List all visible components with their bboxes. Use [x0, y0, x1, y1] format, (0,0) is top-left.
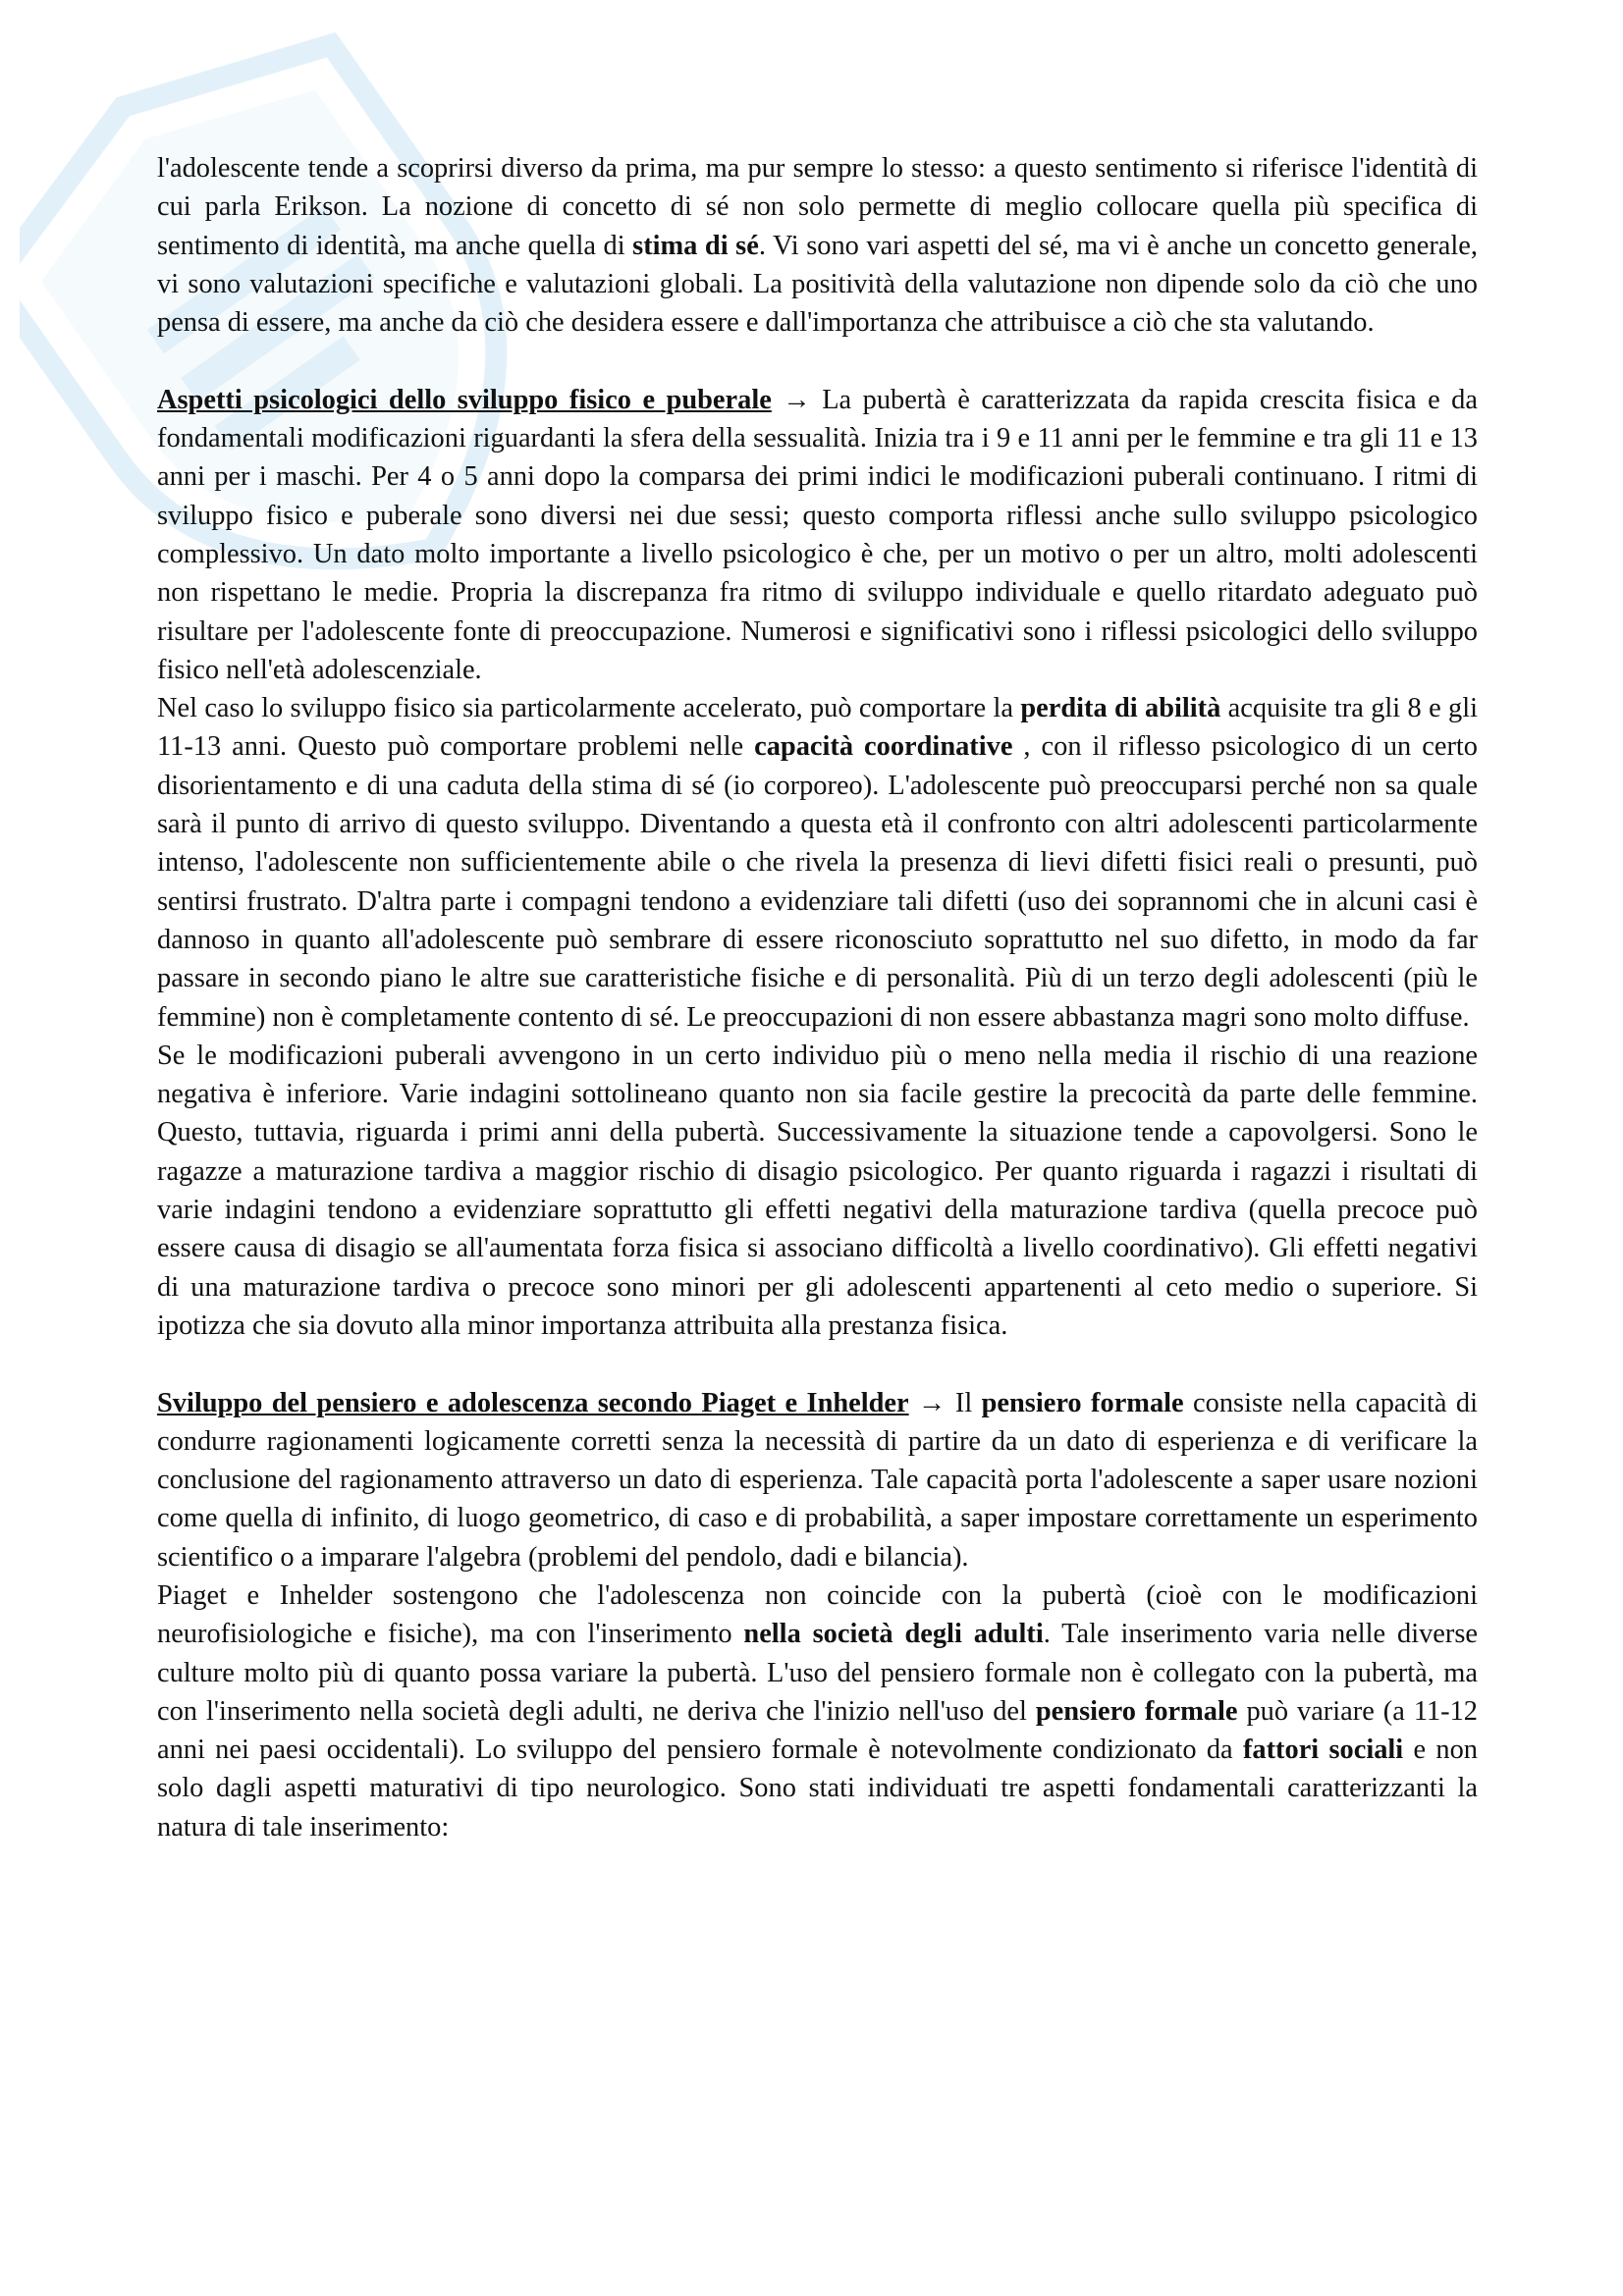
bold-term: stima di sé — [632, 230, 759, 261]
bold-term: perdita di abilità — [1020, 693, 1221, 724]
bold-term: pensiero formale — [981, 1387, 1184, 1418]
section-heading: Sviluppo del pensiero e adolescenza secondo Piaget e Inhelder — [157, 1387, 909, 1418]
document-body — [157, 149, 1478, 1846]
bold-term: fattori sociali — [1242, 1735, 1404, 1766]
bold-term: capacità coordinative — [754, 731, 1013, 763]
bold-term: nella società degli adulti — [743, 1619, 1044, 1650]
intro-paragraph: l'adolescente tende a scoprirsi diverso da prima, ma pur sempre lo stesso: a questo sentimento si riferisce l'identità di cui parla Erikson. La nozione di concetto di sé non solo permette di meglio collocare quella più specifica di sentimento di identità, ma anche quella di stima di sé. Vi sono vari aspetti del sé, ma vi è anche un concetto generale, vi sono valutazioni specifiche e valutazioni globali. La positività della valutazione non dipende solo da ciò che uno pensa di essere, ma anche da ciò che desidera essere e dall'importanza che attribuisce a ciò che sta valutando. — [157, 153, 1478, 339]
section-formal-thought: Sviluppo del pensiero e adolescenza secondo Piaget e Inhelder → Il pensiero formale consiste nella capacità di condurre ragionamenti logicamente corretti senza la necessità di partire da un dato di esperienza e di verificare la conclusione del ragionamento attraverso un dato di esperienza. Tale capacità porta l'adolescente a saper usare nozioni come quella di infinito, di luogo geometrico, di caso e di probabilità, a saper impostare correttamente un esperimento scientifico o a imparare l'algebra (problemi del pendolo, dadi e bilancia). — [157, 1387, 1478, 1573]
paragraph-piaget-inhelder: Piaget e Inhelder sostengono che l'adolescenza non coincide con la pubertà (cioè con le modificazioni neurofisiologiche e fisiche), ma con l'inserimento nella società degli adulti. Tale inserimento varia nelle diverse culture molto più di quanto possa variare la pubertà. L'uso del pensiero formale non è collegato con la pubertà, ma con l'inserimento nella società degli adulti, ne deriva che l'inizio nell'uso del pensiero formale può variare (a 11-12 anni nei paesi occidentali). Lo sviluppo del pensiero formale è notevolmente condizionato da fattori sociali e non solo dagli aspetti maturativi di tipo neurologico. Sono stati individuati tre aspetti fondamentali caratterizzanti la natura di tale inserimento: — [157, 1579, 1478, 1842]
bold-term: pensiero formale — [1035, 1695, 1238, 1727]
section-heading: Aspetti psicologici dello sviluppo fisico e puberale — [157, 384, 772, 415]
paragraph-accelerated-development: Nel caso lo sviluppo fisico sia particolarmente accelerato, può comportare la perdita di abilità acquisite tra gli 8 e gli 11-13 anni. Questo può comportare problemi nelle capacità coordinative , con il riflesso psicologico di un certo disorientamento e di una caduta della stima di sé (io corporeo). L'adolescente può preoccuparsi perché non sa quale sarà il punto di arrivo di questo sviluppo. Diventando a questa età il confronto con altri adolescenti particolarmente intenso, l'adolescente non sufficientemente abile o che rivela la presenza di lievi difetti fisici reali o presunti, può sentirsi frustrato. D'altra parte i compagni tendono a evidenziare tali difetti (uso dei soprannomi che in alcuni casi è dannoso in quanto all'adolescente può sembrare di essere riconosciuto soprattutto nel suo difetto, in modo da far passare in secondo piano le altre sue caratteristiche fisiche e di personalità. Più di un terzo degli adolescenti (più le femmine) non è completamente contento di sé. Le preoccupazioni di non essere abbastanza magri sono molto diffuse. — [157, 693, 1478, 1033]
section-physical-development: Aspetti psicologici dello sviluppo fisico e puberale → La pubertà è caratterizzata da rapida crescita fisica e da fondamentali modificazioni riguardanti la sfera della sessualità. Inizia tra i 9 e 11 anni per le femmine e tra gli 11 e 13 anni per i maschi. Per 4 o 5 anni dopo la comparsa dei primi indici le modificazioni puberali continuano. I ritmi di sviluppo fisico e puberale sono diversi nei due sessi; questo comporta riflessi anche sullo sviluppo psicologico complessivo. Un dato molto importante a livello psicologico è che, per un motivo o per un altro, molti adolescenti non rispettano le medie. Propria la discrepanza fra ritmo di sviluppo individuale e quello ritardato adeguato può risultare per l'adolescente fonte di preoccupazione. Numerosi e significativi sono i riflessi psicologici dello sviluppo fisico nell'età adolescenziale. — [157, 384, 1478, 685]
paragraph-pubertal-timing: Se le modificazioni puberali avvengono in un certo individuo più o meno nella media il rischio di una reazione negativa è inferiore. Varie indagini sottolineano quanto non sia facile gestire la precocità da parte delle femmine. Questo, tuttavia, riguarda i primi anni della pubertà. Successivamente la situazione tende a capovolgersi. Sono le ragazze a maturazione tardiva a maggior rischio di disagio psicologico. Per quanto riguarda i ragazzi i risultati di varie indagini tendono a evidenziare soprattutto gli effetti negativi della maturazione tardiva (quella precoce può essere causa di disagio se all'aumentata forza fisica si associano difficoltà a livello coordinativo). Gli effetti negativi di una maturazione tardiva o precoce sono minori per gli adolescenti appartenenti al ceto medio o superiore. Si ipotizza che sia dovuto alla minor importanza attribuita alla prestanza fisica. — [157, 1040, 1478, 1341]
